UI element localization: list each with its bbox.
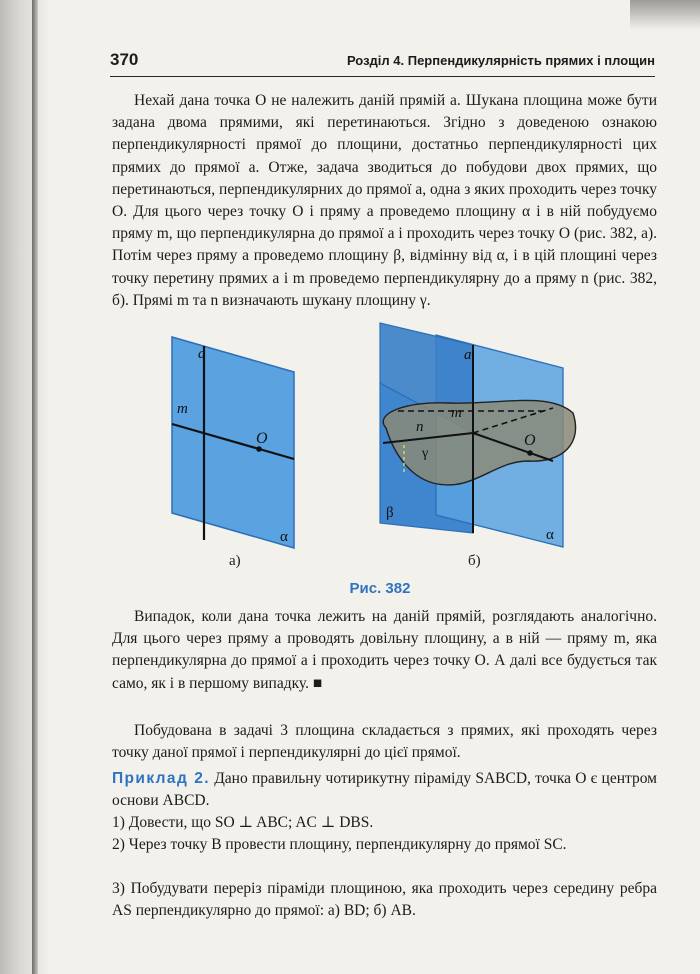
label-m-b: m <box>451 405 462 421</box>
label-o-b: O <box>524 432 536 449</box>
example-item-2: 2) Через точку B провести площину, перпендикулярну до прямої SC. <box>112 836 567 853</box>
figure-382-a <box>170 335 310 550</box>
label-n-b: n <box>416 419 424 435</box>
label-gamma-b: γ <box>422 446 429 461</box>
page-corner-shadow <box>630 0 700 30</box>
page-number: 370 <box>110 50 139 69</box>
page-binding-shadow <box>0 0 48 974</box>
paragraph-second-case: Випадок, коли дана точка лежить на даній прямій, розглядають аналогічно. Для цього через пряму a проводять довільну площину, а в ній — пряму m, яка перпендикулярна до прямої a і проходить через точку O. А далі все будується так само, як і в першому випадку. ■ <box>112 608 657 692</box>
paragraph-summary: Побудована в задачі 3 площина складається з прямих, які проходять через точку даної прямої і перпендикулярні до цієї прямої. <box>112 722 657 762</box>
figure-382-b <box>378 333 578 553</box>
label-m-a: m <box>177 401 188 417</box>
example-label: Приклад 2. <box>112 770 210 787</box>
figure-caption: Рис. 382 <box>349 580 411 597</box>
label-alpha-a: α <box>280 529 288 545</box>
point-o-b <box>527 450 533 456</box>
page-binding-line <box>32 0 38 974</box>
label-o-a: O <box>256 430 268 447</box>
figure-382-a-sublabel: а) <box>229 553 241 569</box>
example-item-3: 3) Побудувати переріз піраміди площиною, яка проходить через середину ребра AS перпендикулярно до прямої: а) BD; б) AB. <box>112 880 657 920</box>
figure-382-b-sublabel: б) <box>468 553 481 569</box>
example-item-1: 1) Довести, що SO ⊥ ABC; AC ⊥ DBS. <box>112 814 374 831</box>
example-intro-text: Дано правильну чотирикутну піраміду SABCD, точка O є центром основи ABCD. <box>112 770 657 810</box>
label-a-b: a <box>464 347 472 363</box>
label-beta-b: β <box>386 505 394 521</box>
running-head: Розділ 4. Перпендикулярність прямих і площин <box>346 53 655 68</box>
example-intro <box>112 768 657 812</box>
point-o-a <box>256 446 262 452</box>
label-alpha-b: α <box>546 527 554 543</box>
page-header <box>110 48 655 77</box>
paragraph-construction: Нехай дана точка O не належить даній прямій a. Шукана площина може бути задана двома прямими, які перетинаються. Згідно з доведеною ознакою перпендикулярності прямої до площини, достатньо перпендикулярності цих прямих до прямої a. Отже, задача зводиться до побудови двох прямих, що перетинаються, перпендикулярних до прямої a, одна з яких проходить через точку O. Для цього через точку O і пряму a проведемо площину α і в ній побудуємо пряму m, що перпендикулярна до прямої a і проходить через точку O (рис. 382, а). Потім через пряму a проведемо площину β, відмінну від α, і в цій площині через точку перетину прямих a і m проведемо перпендикулярну до a пряму n (рис. 382, б). Прямі m та n визначають шукану площину γ. <box>112 92 657 309</box>
label-a-a: a <box>198 346 206 362</box>
